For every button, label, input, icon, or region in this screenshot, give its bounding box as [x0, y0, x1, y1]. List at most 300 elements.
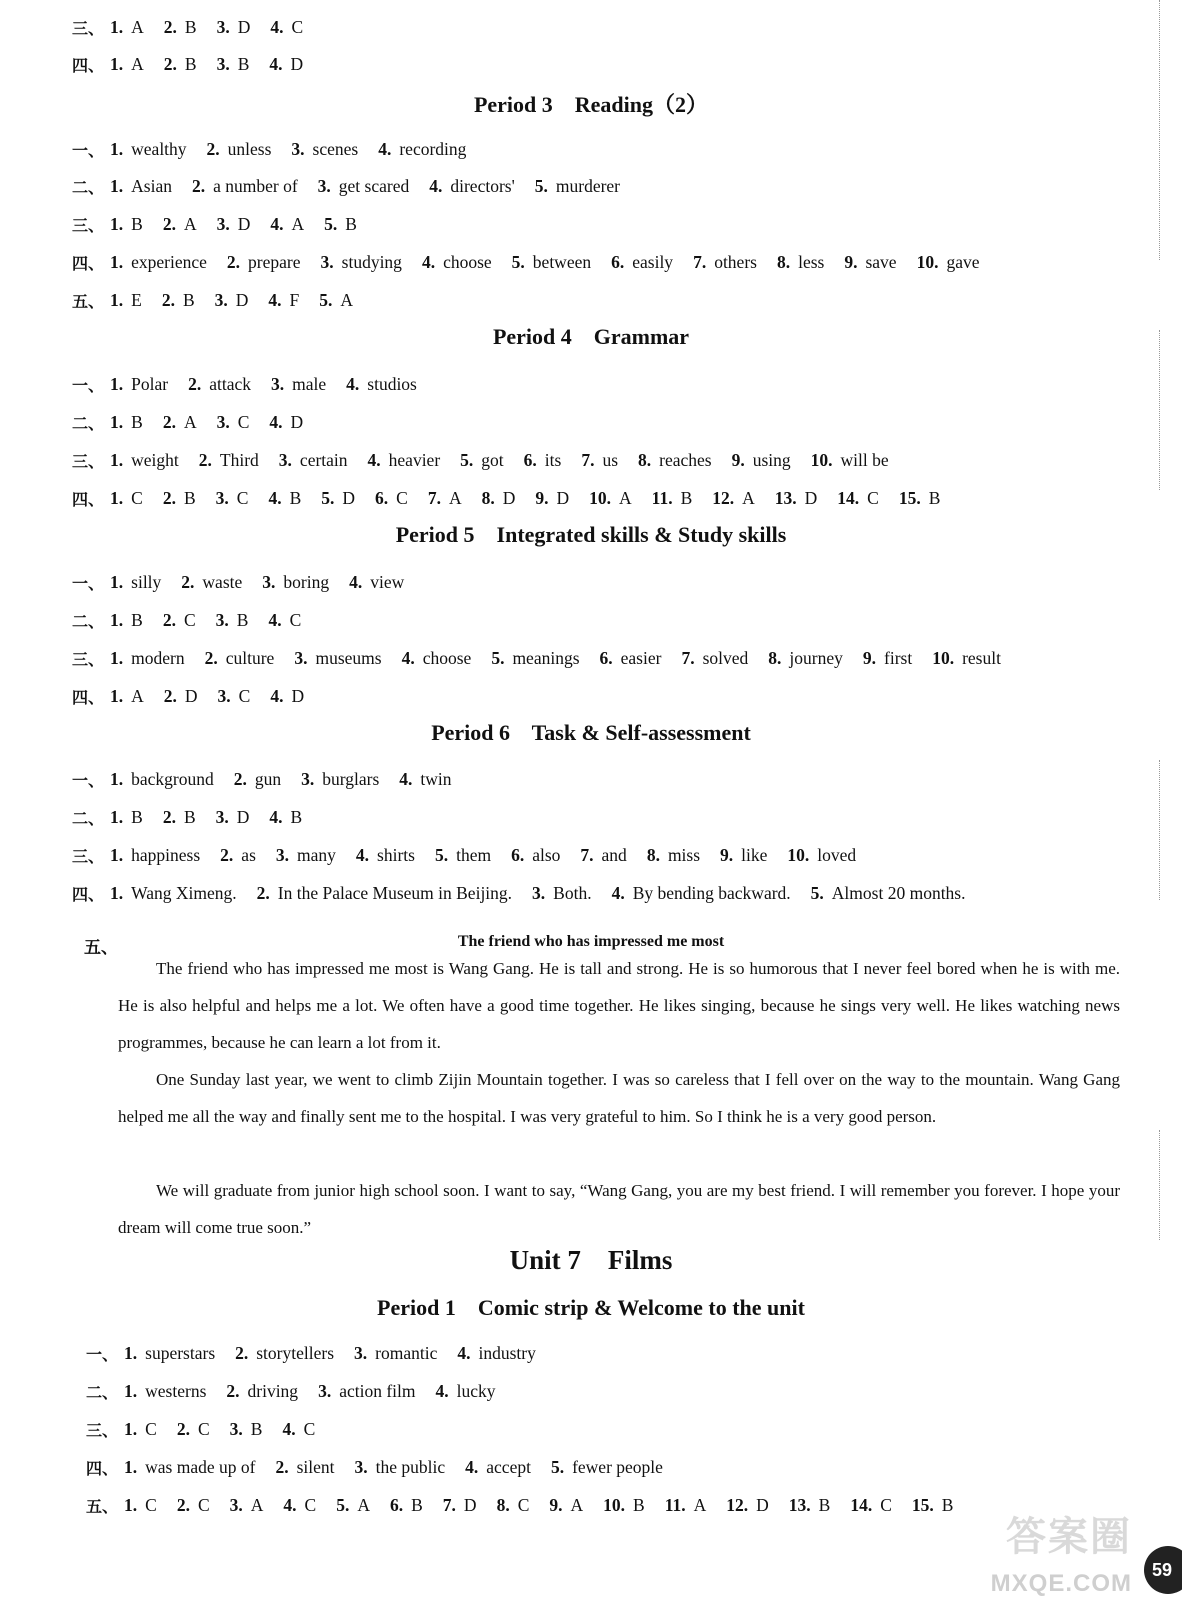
question-number: 2.	[161, 289, 175, 310]
answer-item	[110, 252, 207, 273]
answer-text: view	[370, 571, 405, 592]
question-number: 14.	[837, 487, 860, 508]
question-number: 15.	[911, 1494, 934, 1515]
question-number: 6.	[599, 647, 613, 668]
answer-item	[269, 54, 303, 75]
answer-item	[234, 769, 281, 790]
section-heading: Period 5 Integrated skills & Study skills	[395, 522, 787, 547]
answer-item	[318, 1381, 415, 1402]
answer-text: others	[714, 251, 757, 272]
section-number: 五、	[72, 291, 105, 311]
section-number: 二、	[72, 177, 105, 197]
answer-text: A	[183, 411, 197, 432]
answer-item	[270, 17, 303, 38]
question-number: 12.	[726, 1494, 749, 1515]
answer-line	[72, 207, 1122, 241]
question-number: 1.	[110, 844, 124, 865]
answer-line	[72, 481, 1122, 515]
answer-text: C	[396, 487, 408, 508]
question-number: 7.	[693, 251, 707, 272]
answer-item	[270, 686, 304, 707]
question-number: 1.	[124, 1380, 138, 1401]
answer-item	[301, 769, 379, 790]
question-number: 2.	[176, 1418, 190, 1439]
answer-line	[72, 169, 1122, 203]
unit-title: Unit 7 Films	[509, 1245, 673, 1275]
answer-text: also	[532, 844, 561, 865]
answer-item	[164, 54, 197, 75]
answer-text: and	[601, 844, 627, 865]
section-number: 一、	[72, 573, 105, 593]
answer-text: waste	[202, 571, 243, 592]
answer-item	[217, 412, 250, 433]
answer-item	[124, 1419, 157, 1440]
answer-text: A	[291, 213, 305, 234]
answer-item	[282, 1419, 315, 1440]
answer-line	[72, 443, 1122, 477]
question-number: 2.	[176, 1494, 190, 1515]
answer-item	[110, 648, 185, 669]
answer-text: D	[556, 487, 570, 508]
answer-item	[917, 252, 980, 273]
answer-text: was made up of	[145, 1456, 256, 1477]
answer-text: driving	[247, 1380, 299, 1401]
answer-item	[318, 176, 410, 197]
answer-item	[164, 17, 197, 38]
answer-text: C	[197, 1494, 210, 1515]
answer-text: C	[236, 487, 249, 508]
question-number: 7.	[580, 844, 594, 865]
question-number: 2.	[162, 487, 176, 508]
answer-text: heavier	[388, 449, 441, 470]
answer-item	[163, 488, 196, 509]
answer-item	[777, 252, 824, 273]
answer-text: certain	[299, 449, 348, 470]
question-number: 3.	[317, 175, 331, 196]
answer-item	[218, 686, 251, 707]
question-number: 1.	[110, 138, 124, 159]
question-number: 9.	[731, 449, 745, 470]
question-number: 3.	[301, 768, 315, 789]
question-number: 9.	[844, 251, 858, 272]
question-number: 4.	[283, 1494, 297, 1515]
answer-text: A	[131, 16, 144, 37]
answer-item	[321, 488, 355, 509]
answer-text: many	[297, 844, 336, 865]
answer-text: A	[357, 1494, 370, 1515]
answer-item	[899, 488, 941, 509]
answer-item	[110, 214, 143, 235]
answer-text: like	[741, 844, 768, 865]
question-number: 5.	[511, 251, 525, 272]
question-number: 5.	[550, 1456, 565, 1477]
question-number: 9.	[535, 487, 549, 508]
answer-item	[268, 488, 301, 509]
question-number: 4.	[465, 1456, 479, 1477]
answer-item	[207, 139, 272, 160]
section-number: 二、	[72, 413, 105, 433]
answer-text: action film	[339, 1380, 416, 1401]
section-number: 三、	[72, 649, 105, 669]
answer-item	[163, 214, 197, 235]
answer-line	[72, 10, 1122, 44]
answer-line	[86, 1412, 1122, 1446]
answer-text: experience	[131, 251, 207, 272]
watermark-logo: 答案圈	[1006, 1515, 1132, 1559]
answer-text: B	[345, 213, 357, 234]
question-number: 2.	[191, 175, 206, 196]
section-number: 四、	[86, 1458, 119, 1478]
question-number: 2.	[198, 449, 212, 470]
question-number: 2.	[233, 768, 247, 789]
answer-text: F	[289, 289, 300, 310]
answer-item	[230, 1495, 264, 1516]
question-number: 4.	[401, 647, 415, 668]
answer-item	[276, 845, 336, 866]
question-number: 5.	[810, 882, 824, 903]
question-number: 4.	[367, 449, 381, 470]
question-number: 1.	[110, 449, 124, 470]
question-number: 10.	[810, 449, 833, 470]
answer-item	[110, 290, 142, 311]
answer-item	[428, 488, 462, 509]
answer-text: D	[237, 213, 251, 234]
answer-item	[346, 374, 417, 395]
answer-line	[72, 245, 1122, 279]
answer-line	[72, 800, 1122, 834]
question-number: 9.	[862, 647, 876, 668]
answer-text: museums	[315, 647, 382, 668]
answer-text: using	[752, 449, 791, 470]
answer-item	[110, 374, 168, 395]
section-number: 三、	[72, 215, 105, 235]
question-number: 1.	[110, 213, 124, 234]
answer-text: studying	[341, 251, 402, 272]
question-number: 2.	[163, 16, 177, 37]
answer-text: D	[184, 685, 198, 706]
answer-text: miss	[667, 844, 701, 865]
answer-text: A	[619, 487, 632, 508]
answer-text: get scared	[338, 175, 410, 196]
question-number: 4.	[270, 16, 284, 37]
question-number: 3.	[278, 449, 292, 470]
answer-text: D	[804, 487, 818, 508]
answer-text: gave	[946, 251, 980, 272]
question-number: 3.	[217, 685, 231, 706]
section-number: 三、	[72, 451, 105, 471]
answer-item	[726, 1495, 769, 1516]
section-number: 四、	[72, 55, 105, 75]
answer-item	[356, 845, 415, 866]
question-number: 4.	[268, 487, 282, 508]
answer-item	[535, 488, 569, 509]
answer-item	[482, 488, 516, 509]
answer-text: B	[928, 487, 941, 508]
answer-item	[124, 1457, 255, 1478]
answer-text: boring	[283, 571, 330, 592]
answer-text: D	[502, 487, 516, 508]
answer-item	[199, 450, 259, 471]
section-heading: Period 6 Task & Self-assessment	[431, 720, 751, 745]
answer-text: less	[798, 251, 825, 272]
question-number: 2.	[204, 647, 218, 668]
answer-item	[402, 648, 472, 669]
question-number: 3.	[354, 1456, 368, 1477]
answer-line	[72, 876, 1122, 910]
answer-text: C	[867, 487, 879, 508]
question-number: 1.	[110, 806, 124, 827]
watermark	[972, 1505, 1142, 1600]
answer-text: D	[756, 1494, 769, 1515]
answer-item	[589, 488, 632, 509]
answer-item	[611, 252, 673, 273]
essay-section-label: 五、	[84, 938, 118, 957]
question-number: 4.	[355, 844, 370, 865]
question-number: 4.	[268, 289, 282, 310]
section-number: 一、	[72, 375, 105, 395]
answer-item	[720, 845, 767, 866]
answer-text: directors'	[450, 175, 515, 196]
answer-item	[336, 1495, 370, 1516]
answer-item	[262, 572, 329, 593]
question-number: 2.	[226, 1380, 240, 1401]
answer-line	[86, 1450, 1122, 1484]
answer-item	[110, 139, 187, 160]
answer-item	[220, 845, 256, 866]
question-number: 12.	[712, 487, 735, 508]
answer-item	[354, 1343, 437, 1364]
question-number: 7.	[681, 647, 695, 668]
question-number: 5.	[491, 647, 505, 668]
answer-text: lucky	[456, 1380, 496, 1401]
question-number: 4.	[268, 609, 282, 630]
question-number: 3.	[215, 806, 229, 827]
answer-item	[324, 214, 357, 235]
question-number: 3.	[215, 609, 229, 630]
answer-item	[549, 1495, 583, 1516]
answer-item	[429, 176, 515, 197]
question-number: 1.	[110, 571, 124, 592]
answer-text: attack	[209, 373, 251, 394]
question-number: 8.	[481, 487, 495, 508]
question-number: 4.	[270, 213, 284, 234]
answer-text: culture	[225, 647, 275, 668]
question-number: 5.	[324, 213, 338, 234]
answer-item	[217, 54, 250, 75]
question-number: 10.	[787, 844, 810, 865]
answer-text: A	[448, 487, 462, 508]
question-number: 8.	[776, 251, 791, 272]
question-number: 3.	[291, 138, 305, 159]
answer-item	[268, 290, 299, 311]
answer-text: B	[182, 289, 195, 310]
answer-item	[768, 648, 843, 669]
question-number: 10.	[589, 487, 612, 508]
question-number: 1.	[110, 411, 124, 432]
answer-text: save	[865, 251, 897, 272]
question-number: 7.	[581, 449, 595, 470]
answer-text: Third	[219, 449, 259, 470]
answer-item	[435, 845, 491, 866]
section-number: 二、	[86, 1382, 119, 1402]
answer-item	[732, 450, 791, 471]
answer-text: E	[131, 289, 142, 310]
edge-dotted-rule	[1159, 1130, 1160, 1240]
answer-text: prepare	[248, 251, 301, 272]
section-number: 四、	[72, 687, 105, 707]
answer-item	[162, 290, 195, 311]
question-number: 8.	[646, 844, 660, 865]
answer-text: B	[236, 609, 249, 630]
answer-item	[681, 648, 748, 669]
question-number: 1.	[110, 251, 124, 272]
answer-text: B	[290, 806, 303, 827]
answer-item	[110, 488, 143, 509]
answer-text: By bending backward.	[632, 882, 791, 903]
question-number: 1.	[110, 487, 124, 508]
answer-text: solved	[702, 647, 749, 668]
answer-text: unless	[227, 138, 272, 159]
question-number: 8.	[496, 1494, 510, 1515]
answer-text: B	[411, 1494, 423, 1515]
answer-text: C	[880, 1494, 892, 1515]
answer-item	[399, 769, 451, 790]
answer-text: industry	[478, 1342, 536, 1363]
answer-text: westerns	[145, 1380, 207, 1401]
answer-item	[217, 17, 251, 38]
answer-item	[110, 450, 179, 471]
question-number: 1.	[110, 53, 124, 74]
answer-text: got	[481, 449, 504, 470]
answer-text: D	[236, 806, 250, 827]
question-number: 3.	[216, 411, 230, 432]
answer-item	[551, 1457, 663, 1478]
answer-text: choose	[443, 251, 492, 272]
answer-item	[511, 845, 560, 866]
answer-text: murderer	[555, 175, 621, 196]
question-number: 10.	[932, 647, 955, 668]
question-number: 13.	[788, 1494, 811, 1515]
answer-text: recording	[399, 138, 467, 159]
answer-text: D	[463, 1494, 477, 1515]
question-number: 4.	[399, 768, 413, 789]
answer-item	[294, 648, 381, 669]
question-number: 10.	[916, 251, 939, 272]
question-number: 3.	[354, 1342, 368, 1363]
section-number: 四、	[72, 884, 105, 904]
answer-item	[110, 686, 144, 707]
question-number: 5.	[319, 289, 333, 310]
answer-text: B	[680, 487, 693, 508]
question-number: 5.	[534, 175, 548, 196]
answer-text: A	[131, 685, 144, 706]
answer-item	[268, 610, 301, 631]
question-number: 3.	[229, 1418, 243, 1439]
answer-text: will be	[840, 449, 889, 470]
answer-item	[581, 450, 618, 471]
answer-text: studios	[367, 373, 417, 394]
answer-text: silly	[131, 571, 162, 592]
answer-item	[665, 1495, 707, 1516]
question-number: 1.	[110, 373, 124, 394]
answer-item	[216, 610, 249, 631]
answer-text: happiness	[131, 844, 201, 865]
answer-item	[603, 1495, 645, 1516]
answer-item	[844, 252, 896, 273]
answer-item	[124, 1495, 157, 1516]
answer-text: Polar	[131, 373, 169, 394]
question-number: 2.	[163, 685, 177, 706]
answer-text: D	[342, 487, 356, 508]
answer-text: wealthy	[131, 138, 187, 159]
answer-text: fewer people	[572, 1456, 663, 1477]
question-number: 3.	[215, 487, 229, 508]
question-number: 2.	[163, 53, 177, 74]
answer-item	[378, 139, 466, 160]
answer-text: its	[544, 449, 562, 470]
answer-text: D	[235, 289, 249, 310]
answer-text: B	[289, 487, 302, 508]
answer-text: B	[818, 1494, 831, 1515]
answer-item	[600, 648, 662, 669]
answer-text: B	[250, 1418, 263, 1439]
answer-text: male	[292, 373, 327, 394]
answer-text: shirts	[377, 844, 415, 865]
question-number: 5.	[460, 449, 474, 470]
answer-item	[110, 54, 144, 75]
answer-item	[319, 290, 353, 311]
question-number: 4.	[429, 175, 443, 196]
answer-item	[457, 1343, 536, 1364]
question-number: 5.	[434, 844, 449, 865]
answer-text: loved	[817, 844, 857, 865]
question-number: 10.	[603, 1494, 626, 1515]
answer-text: gun	[254, 768, 282, 789]
answer-text: A	[570, 1494, 584, 1515]
answer-text: B	[131, 609, 143, 630]
answer-text: B	[183, 487, 196, 508]
answer-text: C	[183, 609, 196, 630]
answer-text: Almost 20 months.	[831, 882, 966, 903]
answer-text: meanings	[512, 647, 580, 668]
answer-text: a number of	[213, 175, 298, 196]
answer-item	[110, 572, 161, 593]
answer-item	[110, 883, 237, 904]
answer-text: journey	[789, 647, 843, 668]
question-number: 9.	[720, 844, 734, 865]
answer-text: reaches	[659, 449, 712, 470]
answer-item	[188, 374, 251, 395]
section-number: 一、	[86, 1344, 119, 1364]
answer-item	[269, 412, 303, 433]
edge-dotted-rule	[1159, 760, 1160, 900]
answer-item	[349, 572, 404, 593]
answer-text: twin	[420, 768, 452, 789]
question-number: 3.	[318, 1380, 332, 1401]
answer-item	[205, 648, 275, 669]
answer-item	[110, 412, 143, 433]
answer-item	[110, 845, 200, 866]
question-number: 4.	[269, 411, 283, 432]
answer-text: the public	[375, 1456, 446, 1477]
answer-text: accept	[486, 1456, 531, 1477]
question-number: 4.	[282, 1418, 296, 1439]
answer-text: B	[131, 213, 143, 234]
answer-text: A	[742, 487, 755, 508]
watermark-text: MXQE.COM	[990, 1570, 1132, 1597]
section-number: 四、	[72, 489, 105, 509]
section-number: 一、	[72, 140, 105, 160]
